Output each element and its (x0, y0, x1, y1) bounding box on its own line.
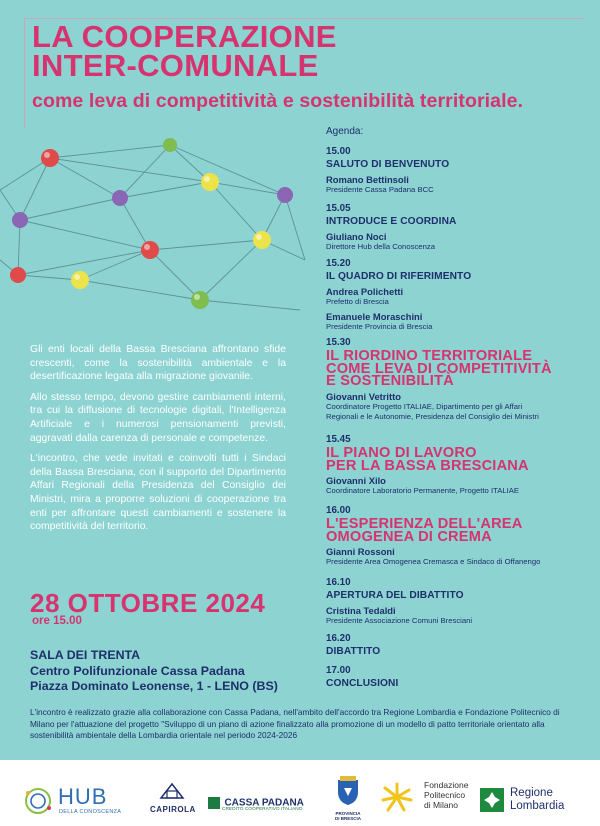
capirola-logo-text: CAPIROLA (150, 805, 196, 814)
fondazione-politecnico-logo (380, 780, 469, 817)
agenda-time: 17.00 (326, 665, 351, 676)
event-time: ore 15.00 (32, 615, 82, 627)
agenda-title: CONCLUSIONI (326, 678, 399, 689)
agenda-item (326, 337, 552, 423)
venue-line: Centro Polifunzionale Cassa Padana (30, 663, 245, 678)
speaker-name: Giovanni Vetritto (326, 390, 402, 402)
speaker-role: Coordinatore Laboratorio Permanente, Progetto ITALIAE (326, 486, 520, 495)
speaker-role: Presidente Provincia di Brescia (326, 321, 433, 331)
speaker-role: Direttore Hub della Conoscenza (326, 242, 435, 251)
agenda-time: 15.45 (326, 434, 351, 445)
starburst-icon (380, 782, 414, 812)
agenda-time: 15.20 (326, 258, 351, 269)
agenda-title: INTRODUCE E COORDINA (326, 216, 457, 227)
speaker-name: Giovanni Xilo (326, 475, 386, 486)
agenda-title (326, 350, 552, 388)
title-line-2: INTER-COMUNALE (32, 48, 319, 83)
event-date: 28 OTTOBRE 2024 (30, 588, 266, 618)
agenda-item (326, 633, 380, 657)
regione-logo-line: Regione (510, 787, 553, 799)
agenda-label: Agenda: (326, 126, 364, 137)
hub-della-conoscenza-logo (22, 784, 122, 821)
coat-of-arms-icon (336, 776, 360, 806)
fondazione-logo-line: Politecnico (424, 790, 466, 800)
intro-paragraph: L'incontro, che vede invitati e coinvolti tutti i Sindaci della Bassa Bresciana, con il supporto del Dipartimento Affari Regionali della Presidenza del Consiglio dei Ministri, mira a proporre soluzioni di cooperazione tra enti per affrontare questi cambiamenti e sostenere la competitività del territorio. (30, 453, 286, 533)
agenda-item (326, 258, 471, 332)
intro-paragraph: Allo stesso tempo, devono gestire cambiamenti interni, tra cui la diffusione di tecnologie digitali, l'Intelligenza Artificiale e i numerosi pensionamenti previsti, aggravati dalla carenza di personale e competenze. (30, 391, 286, 444)
hub-logo-subtext: DELLA CONOSCENZA (59, 809, 122, 815)
agenda-title-line: IL PIANO DI LAVORO (326, 445, 477, 461)
agenda-title (326, 518, 540, 543)
building-icon (159, 780, 185, 800)
capirola-logo (150, 780, 194, 814)
agenda-title-line: E SOSTENIBILITÀ (326, 373, 454, 389)
agenda-time: 15.30 (326, 337, 351, 348)
agenda-title-line: COME LEVA DI COMPETITIVITÀ (326, 360, 552, 377)
sponsor-logos (0, 760, 600, 826)
agenda-title-line: OMOGENEA DI CREMA (326, 528, 492, 545)
speaker-role-line: Regionali e le Autonomie, Presidenza del Consiglio dei Ministri (326, 412, 539, 421)
regione-logo-text (510, 787, 564, 812)
regione-logo-line: Lombardia (510, 799, 565, 812)
page-subtitle: come leva di competitività e sostenibilità territoriale. (32, 90, 524, 112)
hub-logo-text: HUB (58, 784, 108, 809)
page-title (32, 19, 337, 83)
rosa-camuna-icon (480, 788, 504, 812)
agenda-title: DIBATTITO (326, 646, 381, 657)
venue-line: Piazza Dominato Leonense, 1 - LENO (BS) (30, 679, 278, 693)
fondazione-logo-line: di Milano (424, 800, 459, 810)
cassa-padana-subtext: CREDITO COOPERATIVO ITALIANO (222, 807, 303, 812)
agenda-title: SALUTO DI BENVENUTO (326, 159, 450, 170)
provincia-brescia-logo (334, 776, 362, 821)
agenda-title-line: IL RIORDINO TERRITORIALE (326, 348, 533, 364)
fondazione-logo-line: Fondazione (424, 780, 469, 790)
speaker-role: Presidente Cassa Padana BCC (326, 185, 434, 194)
agenda-title (326, 447, 529, 472)
agenda-time: 15.00 (326, 146, 351, 157)
agenda-time: 16.00 (326, 505, 351, 516)
speaker-role: Presidente Area Omogenea Cremasca e Sindaco di Offanengo (326, 557, 541, 566)
cassa-padana-logo-text: CASSA PADANA (224, 797, 304, 809)
speaker-role (326, 402, 552, 423)
speaker-name: Gianni Rossoni (326, 546, 395, 557)
cassa-padana-mark-icon (208, 797, 220, 809)
speaker-role: Presidente Associazione Comuni Bresciani (326, 616, 473, 625)
agenda-item (326, 434, 529, 497)
agenda-title-line: L'ESPERIENZA DELL'AREA (326, 516, 523, 532)
agenda-title: IL QUADRO DI RIFERIMENTO (326, 271, 472, 282)
agenda-title-line: PER LA BASSA BRESCIANA (326, 457, 529, 474)
intro-paragraph: Gli enti locali della Bassa Bresciana affrontano sfide crescenti, come la sostenibilità ambientale e la desertificazione legata alla migrazione giovanile. (30, 344, 286, 383)
event-venue (30, 648, 278, 695)
provincia-logo-text: PROVINCIA DI BRESCIA (334, 811, 361, 821)
agenda-title: APERTURA DEL DIBATTITO (326, 590, 464, 601)
cassa-padana-logo (208, 794, 304, 812)
agenda-item (326, 665, 398, 689)
fondazione-logo-text (424, 780, 468, 810)
speaker-role-line: Coordinatore Progetto ITALIAE, Dipartimento per gli Affari (326, 401, 523, 411)
globe-icon (22, 786, 56, 816)
agenda-item (326, 577, 472, 627)
agenda-time: 15.05 (326, 203, 351, 214)
agenda-item (326, 146, 449, 196)
speaker-name: Cristina Tedaldi (326, 605, 396, 616)
agenda-time: 16.20 (326, 633, 351, 644)
speaker-name: Andrea Polichetti (326, 286, 404, 297)
speaker-role: Prefetto di Brescia (326, 297, 389, 306)
agenda-time: 16.10 (326, 577, 351, 588)
speaker-name: Romano Bettinsoli (326, 174, 409, 185)
speaker-name: Giuliano Noci (326, 231, 387, 242)
venue-line: SALA DEI TRENTA (30, 648, 141, 662)
agenda-item (326, 203, 456, 253)
speaker-name: Emanuele Moraschini (326, 310, 423, 322)
footnote: L'incontro è realizzato grazie alla collaborazione con Cassa Padana, nell'ambito dell'accordo tra Regione Lombardia e Fondazione Politecnico di Milano per l'attuazione del progetto "Sviluppo di un piano di azione finalizzato alla promozione di un modello di patto territoriale orientato alla sostenibilità ambientale della Lombardia orientale nel periodo 2024-2026 (30, 707, 560, 740)
agenda-item (326, 505, 540, 568)
regione-lombardia-logo (480, 787, 565, 817)
network-pins-illustration (0, 130, 310, 320)
intro-text (30, 343, 286, 541)
title-line-1: LA COOPERAZIONE (32, 19, 337, 54)
